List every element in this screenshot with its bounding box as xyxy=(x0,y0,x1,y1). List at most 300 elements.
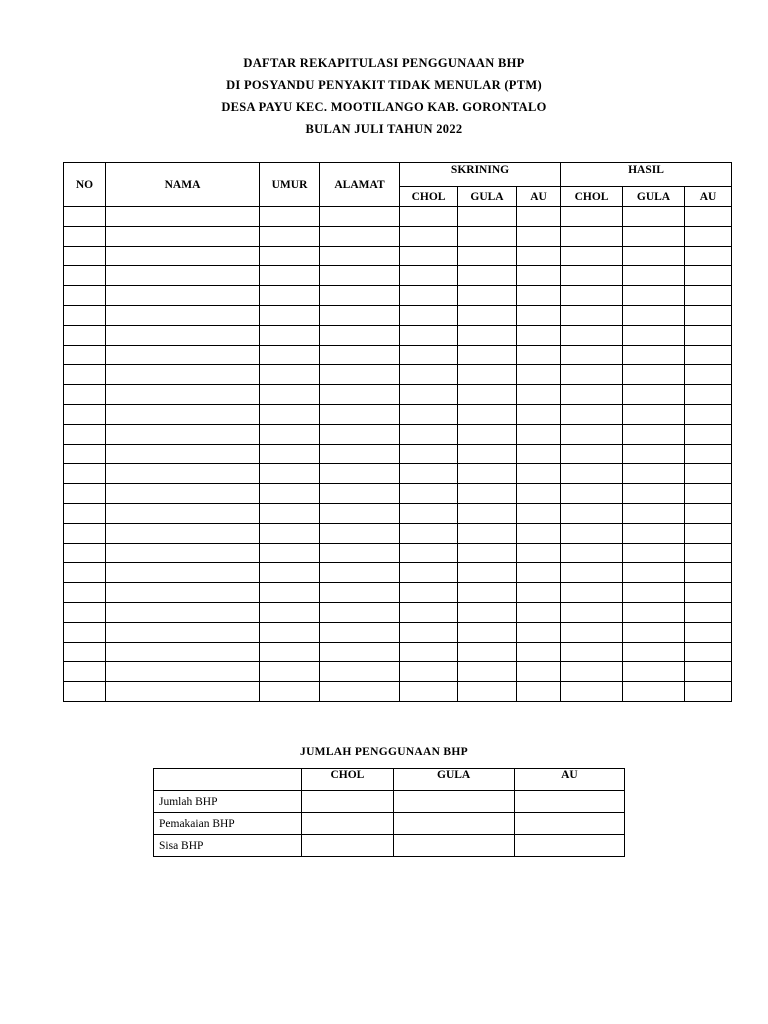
table-cell xyxy=(400,503,458,523)
summary-title: JUMLAH PENGGUNAAN BHP xyxy=(300,746,468,758)
table-cell xyxy=(685,662,732,682)
table-cell xyxy=(685,305,732,325)
table-cell xyxy=(400,444,458,464)
table-cell xyxy=(561,464,623,484)
table-cell xyxy=(685,503,732,523)
table-cell xyxy=(623,503,685,523)
table-cell xyxy=(260,662,320,682)
table-cell xyxy=(106,464,260,484)
table-cell xyxy=(64,246,106,266)
summary-cell xyxy=(302,791,393,813)
table-cell xyxy=(400,305,458,325)
table-row xyxy=(64,246,732,266)
table-row xyxy=(64,385,732,405)
table-cell xyxy=(623,286,685,306)
table-cell xyxy=(106,207,260,227)
table-cell xyxy=(106,226,260,246)
table-cell xyxy=(106,385,260,405)
table-cell xyxy=(623,345,685,365)
table-cell xyxy=(320,583,400,603)
table-cell xyxy=(458,622,517,642)
table-cell xyxy=(517,662,561,682)
header-hasil-au: AU xyxy=(685,187,732,207)
table-cell xyxy=(623,642,685,662)
table-row xyxy=(64,484,732,504)
summary-row xyxy=(154,813,625,835)
table-cell xyxy=(685,543,732,563)
table-cell xyxy=(106,305,260,325)
table-cell xyxy=(64,325,106,345)
table-cell xyxy=(106,325,260,345)
summary-row-label: Pemakaian BHP xyxy=(154,813,302,835)
table-cell xyxy=(106,523,260,543)
table-cell xyxy=(458,325,517,345)
table-cell xyxy=(400,325,458,345)
table-cell xyxy=(400,345,458,365)
table-cell xyxy=(260,464,320,484)
table-cell xyxy=(320,266,400,286)
table-cell xyxy=(458,503,517,523)
table-cell xyxy=(517,345,561,365)
table-cell xyxy=(458,424,517,444)
header-hasil-chol: CHOL xyxy=(561,187,623,207)
table-cell xyxy=(400,484,458,504)
table-cell xyxy=(106,602,260,622)
header-skrining: SKRINING xyxy=(400,163,561,187)
table-cell xyxy=(64,602,106,622)
table-row xyxy=(64,424,732,444)
table-cell xyxy=(320,246,400,266)
table-cell xyxy=(320,385,400,405)
table-cell xyxy=(400,602,458,622)
table-cell xyxy=(685,583,732,603)
table-cell xyxy=(517,385,561,405)
table-cell xyxy=(64,266,106,286)
table-cell xyxy=(106,266,260,286)
summary-cell xyxy=(514,813,624,835)
table-cell xyxy=(561,266,623,286)
table-cell xyxy=(400,207,458,227)
table-cell xyxy=(458,385,517,405)
table-cell xyxy=(64,682,106,702)
table-cell xyxy=(400,286,458,306)
table-row xyxy=(64,543,732,563)
table-cell xyxy=(106,484,260,504)
table-cell xyxy=(260,602,320,622)
table-cell xyxy=(260,404,320,424)
table-cell xyxy=(260,207,320,227)
table-cell xyxy=(685,286,732,306)
table-cell xyxy=(106,563,260,583)
summary-row-label: Jumlah BHP xyxy=(154,791,302,813)
table-cell xyxy=(106,246,260,266)
table-cell xyxy=(260,325,320,345)
table-cell xyxy=(400,622,458,642)
table-cell xyxy=(517,464,561,484)
table-cell xyxy=(517,207,561,227)
table-cell xyxy=(64,563,106,583)
table-cell xyxy=(623,385,685,405)
document-title xyxy=(0,52,768,140)
table-cell xyxy=(561,424,623,444)
summary-cell xyxy=(302,835,393,857)
table-cell xyxy=(64,622,106,642)
table-cell xyxy=(623,305,685,325)
table-row xyxy=(64,444,732,464)
table-cell xyxy=(685,325,732,345)
table-cell xyxy=(400,583,458,603)
table-cell xyxy=(561,207,623,227)
table-cell xyxy=(685,602,732,622)
table-cell xyxy=(458,583,517,603)
table-cell xyxy=(260,385,320,405)
table-cell xyxy=(685,266,732,286)
table-cell xyxy=(561,583,623,603)
table-cell xyxy=(64,305,106,325)
table-cell xyxy=(458,305,517,325)
table-cell xyxy=(106,583,260,603)
table-row xyxy=(64,226,732,246)
table-cell xyxy=(685,404,732,424)
table-cell xyxy=(458,207,517,227)
summary-header-gula: GULA xyxy=(393,769,514,791)
summary-cell xyxy=(514,791,624,813)
table-cell xyxy=(106,345,260,365)
table-cell xyxy=(458,523,517,543)
summary-cell xyxy=(393,813,514,835)
table-cell xyxy=(260,484,320,504)
table-cell xyxy=(561,345,623,365)
summary-cell xyxy=(393,835,514,857)
table-cell xyxy=(64,286,106,306)
table-cell xyxy=(106,622,260,642)
table-row xyxy=(64,365,732,385)
title-line-2: DI POSYANDU PENYAKIT TIDAK MENULAR (PTM) xyxy=(226,78,542,92)
table-cell xyxy=(458,464,517,484)
table-cell xyxy=(561,226,623,246)
table-cell xyxy=(517,682,561,702)
header-skrining-gula: GULA xyxy=(458,187,517,207)
table-cell xyxy=(623,226,685,246)
table-cell xyxy=(400,523,458,543)
table-cell xyxy=(64,365,106,385)
table-cell xyxy=(320,424,400,444)
table-cell xyxy=(320,662,400,682)
table-cell xyxy=(623,602,685,622)
table-cell xyxy=(64,523,106,543)
table-cell xyxy=(260,424,320,444)
table-cell xyxy=(320,464,400,484)
table-cell xyxy=(320,345,400,365)
summary-table xyxy=(153,768,625,857)
table-cell xyxy=(623,682,685,702)
table-cell xyxy=(64,543,106,563)
table-row xyxy=(64,642,732,662)
table-cell xyxy=(561,503,623,523)
table-row xyxy=(64,266,732,286)
table-cell xyxy=(458,444,517,464)
table-cell xyxy=(685,642,732,662)
table-cell xyxy=(458,345,517,365)
table-cell xyxy=(458,563,517,583)
table-cell xyxy=(458,365,517,385)
header-hasil: HASIL xyxy=(561,163,732,187)
table-cell xyxy=(260,523,320,543)
table-cell xyxy=(517,543,561,563)
table-cell xyxy=(260,583,320,603)
table-cell xyxy=(260,305,320,325)
table-cell xyxy=(320,563,400,583)
table-cell xyxy=(685,246,732,266)
table-cell xyxy=(561,325,623,345)
title-line-3: DESA PAYU KEC. MOOTILANGO KAB. GORONTALO xyxy=(221,100,547,114)
table-cell xyxy=(260,682,320,702)
header-skrining-chol: CHOL xyxy=(400,187,458,207)
table-cell xyxy=(517,444,561,464)
table-cell xyxy=(623,404,685,424)
table-cell xyxy=(561,662,623,682)
summary-row-label: Sisa BHP xyxy=(154,835,302,857)
table-cell xyxy=(685,484,732,504)
summary-row xyxy=(154,791,625,813)
table-cell xyxy=(623,365,685,385)
table-cell xyxy=(106,662,260,682)
table-cell xyxy=(517,305,561,325)
table-row xyxy=(64,622,732,642)
table-cell xyxy=(623,543,685,563)
table-cell xyxy=(106,682,260,702)
table-cell xyxy=(458,642,517,662)
table-cell xyxy=(623,563,685,583)
table-cell xyxy=(106,365,260,385)
table-cell xyxy=(458,286,517,306)
summary-cell xyxy=(514,835,624,857)
table-cell xyxy=(517,484,561,504)
table-cell xyxy=(685,226,732,246)
table-row xyxy=(64,523,732,543)
table-cell xyxy=(685,444,732,464)
table-cell xyxy=(64,484,106,504)
table-cell xyxy=(320,622,400,642)
table-cell xyxy=(517,583,561,603)
table-cell xyxy=(64,503,106,523)
table-cell xyxy=(561,642,623,662)
table-cell xyxy=(64,207,106,227)
table-cell xyxy=(260,266,320,286)
table-cell xyxy=(685,682,732,702)
summary-header-blank xyxy=(154,769,302,791)
table-cell xyxy=(517,404,561,424)
table-cell xyxy=(561,682,623,702)
table-row xyxy=(64,404,732,424)
table-row xyxy=(64,682,732,702)
table-cell xyxy=(685,385,732,405)
table-cell xyxy=(106,444,260,464)
table-cell xyxy=(458,602,517,622)
table-cell xyxy=(64,404,106,424)
table-cell xyxy=(64,444,106,464)
table-cell xyxy=(260,365,320,385)
header-umur: UMUR xyxy=(260,163,320,207)
table-cell xyxy=(517,503,561,523)
header-no: NO xyxy=(64,163,106,207)
table-cell xyxy=(320,305,400,325)
table-cell xyxy=(517,602,561,622)
table-cell xyxy=(106,543,260,563)
table-cell xyxy=(517,642,561,662)
table-row xyxy=(64,503,732,523)
table-row xyxy=(64,583,732,603)
header-nama: NAMA xyxy=(106,163,260,207)
table-cell xyxy=(561,246,623,266)
summary-row xyxy=(154,835,625,857)
table-cell xyxy=(458,246,517,266)
table-cell xyxy=(400,385,458,405)
table-cell xyxy=(623,266,685,286)
table-cell xyxy=(400,642,458,662)
recap-table-body xyxy=(64,207,732,702)
table-cell xyxy=(623,583,685,603)
table-cell xyxy=(320,207,400,227)
table-row xyxy=(64,464,732,484)
table-row xyxy=(64,325,732,345)
table-cell xyxy=(561,286,623,306)
table-cell xyxy=(106,503,260,523)
table-row xyxy=(64,602,732,622)
table-cell xyxy=(685,523,732,543)
table-cell xyxy=(623,662,685,682)
table-cell xyxy=(685,563,732,583)
table-row xyxy=(64,286,732,306)
table-cell xyxy=(320,365,400,385)
header-skrining-au: AU xyxy=(517,187,561,207)
table-cell xyxy=(517,523,561,543)
table-cell xyxy=(320,404,400,424)
table-cell xyxy=(260,622,320,642)
table-cell xyxy=(458,662,517,682)
title-line-1: DAFTAR REKAPITULASI PENGGUNAAN BHP xyxy=(243,56,525,70)
title-line-4: BULAN JULI TAHUN 2022 xyxy=(305,122,463,136)
table-cell xyxy=(623,246,685,266)
table-cell xyxy=(561,444,623,464)
table-cell xyxy=(400,246,458,266)
summary-cell xyxy=(302,813,393,835)
table-cell xyxy=(561,622,623,642)
table-cell xyxy=(517,266,561,286)
table-cell xyxy=(517,563,561,583)
table-cell xyxy=(561,602,623,622)
table-cell xyxy=(64,345,106,365)
table-cell xyxy=(400,662,458,682)
table-cell xyxy=(517,622,561,642)
table-cell xyxy=(623,523,685,543)
table-row xyxy=(64,345,732,365)
table-cell xyxy=(64,642,106,662)
table-cell xyxy=(458,226,517,246)
table-cell xyxy=(517,424,561,444)
table-cell xyxy=(561,523,623,543)
recap-table xyxy=(63,162,732,702)
table-cell xyxy=(260,226,320,246)
table-cell xyxy=(320,286,400,306)
table-cell xyxy=(64,424,106,444)
table-cell xyxy=(458,266,517,286)
table-cell xyxy=(685,365,732,385)
summary-header-chol: CHOL xyxy=(302,769,393,791)
table-cell xyxy=(561,484,623,504)
table-cell xyxy=(623,207,685,227)
table-cell xyxy=(561,404,623,424)
table-cell xyxy=(320,325,400,345)
table-row xyxy=(64,207,732,227)
table-row xyxy=(64,563,732,583)
table-cell xyxy=(623,444,685,464)
table-cell xyxy=(561,385,623,405)
table-cell xyxy=(400,563,458,583)
table-cell xyxy=(685,622,732,642)
table-cell xyxy=(517,226,561,246)
table-cell xyxy=(685,424,732,444)
table-cell xyxy=(260,543,320,563)
table-cell xyxy=(458,682,517,702)
table-cell xyxy=(517,286,561,306)
table-cell xyxy=(260,503,320,523)
table-cell xyxy=(561,543,623,563)
table-cell xyxy=(400,464,458,484)
table-cell xyxy=(320,602,400,622)
table-cell xyxy=(64,662,106,682)
table-cell xyxy=(106,424,260,444)
table-cell xyxy=(320,484,400,504)
table-cell xyxy=(517,325,561,345)
table-cell xyxy=(64,583,106,603)
table-cell xyxy=(400,266,458,286)
table-cell xyxy=(64,385,106,405)
table-cell xyxy=(64,464,106,484)
table-cell xyxy=(623,484,685,504)
table-cell xyxy=(400,543,458,563)
table-cell xyxy=(400,682,458,702)
table-cell xyxy=(106,642,260,662)
table-cell xyxy=(458,484,517,504)
table-cell xyxy=(400,424,458,444)
table-row xyxy=(64,662,732,682)
table-cell xyxy=(260,246,320,266)
table-cell xyxy=(400,404,458,424)
table-cell xyxy=(106,286,260,306)
table-cell xyxy=(320,543,400,563)
table-cell xyxy=(458,404,517,424)
table-cell xyxy=(561,563,623,583)
table-cell xyxy=(260,642,320,662)
table-cell xyxy=(458,543,517,563)
summary-cell xyxy=(393,791,514,813)
table-cell xyxy=(623,424,685,444)
table-cell xyxy=(320,503,400,523)
table-cell xyxy=(320,682,400,702)
table-row xyxy=(64,305,732,325)
table-cell xyxy=(685,207,732,227)
table-cell xyxy=(561,305,623,325)
table-cell xyxy=(400,226,458,246)
table-cell xyxy=(685,345,732,365)
table-cell xyxy=(320,523,400,543)
table-cell xyxy=(623,464,685,484)
table-cell xyxy=(517,246,561,266)
table-cell xyxy=(623,622,685,642)
table-cell xyxy=(320,444,400,464)
table-cell xyxy=(400,365,458,385)
